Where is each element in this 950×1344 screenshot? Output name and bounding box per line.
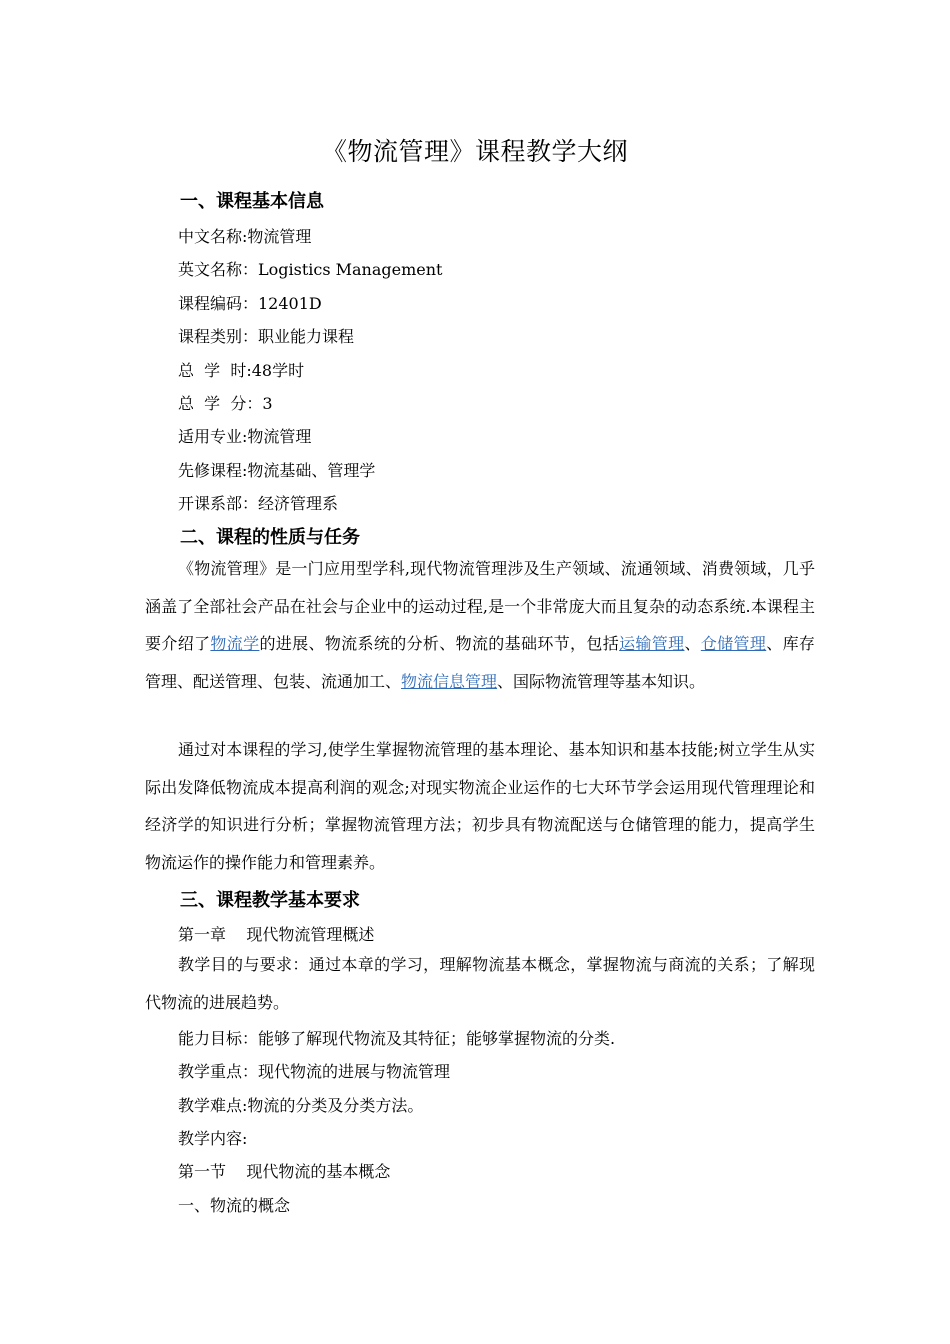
paragraph-course-objectives: 通过对本课程的学习,使学生掌握物流管理的基本理论、基本知识和基本技能;树立学生从实际出发降低物流成本提高利润的观念;对现实物流企业运作的七大环节学会运用现代管理理论和经济学的知识进行分析；掌握物流管理方法；初步具有物流配送与仓储管理的能力，提高学生物流运作的操作能力和管理素养。 [145,740,815,872]
teaching-key-point: 教学重点：现代物流的进展与物流管理 [178,1062,451,1081]
info-total-hours: 总 学 时:48学时 [178,361,305,380]
section-heading-basic-info: 一、课程基本信息 [180,191,324,212]
paragraph-text: 的进展、物流系统的分析、物流的基础环节，包括 [259,634,620,653]
paragraph-course-nature [145,550,815,700]
link-transport-management[interactable]: 运输管理 [619,634,685,653]
section-title: 第一节 现代物流的基本概念 [178,1162,391,1181]
paragraph-text: 、 [684,634,701,653]
paragraph-text: 、国际物流管理等基本知识。 [497,671,706,691]
ability-goal: 能力目标：能够了解现代物流及其特征；能够掌握物流的分类. [178,1029,616,1048]
info-total-credits: 总 学 分：3 [178,394,273,413]
link-logistics-science[interactable]: 物流学 [210,634,260,653]
paragraph-text: 、库存管理、配送管理、包装、流通加工、 [145,634,815,691]
info-english-name: 英文名称：Logistics Management [178,260,443,279]
teaching-difficulty: 教学难点:物流的分类及分类方法。 [178,1096,424,1115]
link-warehouse-management[interactable]: 仓储管理 [700,634,767,653]
chapter-goal: 教学目的与要求：通过本章的学习，理解物流基本概念，掌握物流与商流的关系；了解现代物流的进展趋势。 [145,955,815,1012]
document-title: 《物流管理》课程教学大纲 [321,137,628,166]
info-prerequisites: 先修课程:物流基础、管理学 [178,461,376,480]
paragraph-text: 《物流管理》是一门应用型学科,现代物流管理涉及生产领域、流通领域、消费领域，几乎涵盖了全部社会产品在社会与企业中的运动过程,是一个非常庞大而且复杂的动态系统.本课程主要介绍了 [145,559,815,653]
info-course-category: 课程类别：职业能力课程 [178,327,355,346]
link-logistics-information-management[interactable]: 物流信息管理 [401,671,498,691]
subsection-title: 一、物流的概念 [178,1196,291,1215]
info-major: 适用专业:物流管理 [178,427,312,446]
info-chinese-name: 中文名称:物流管理 [178,227,312,246]
section-heading-teaching-requirements: 三、课程教学基本要求 [180,890,360,911]
info-course-code: 课程编码：12401D [178,294,322,313]
teaching-content-label: 教学内容: [178,1129,248,1148]
section-heading-nature-tasks: 二、课程的性质与任务 [180,527,360,548]
info-department: 开课系部：经济管理系 [178,494,339,513]
chapter-title: 第一章 现代物流管理概述 [178,925,375,944]
